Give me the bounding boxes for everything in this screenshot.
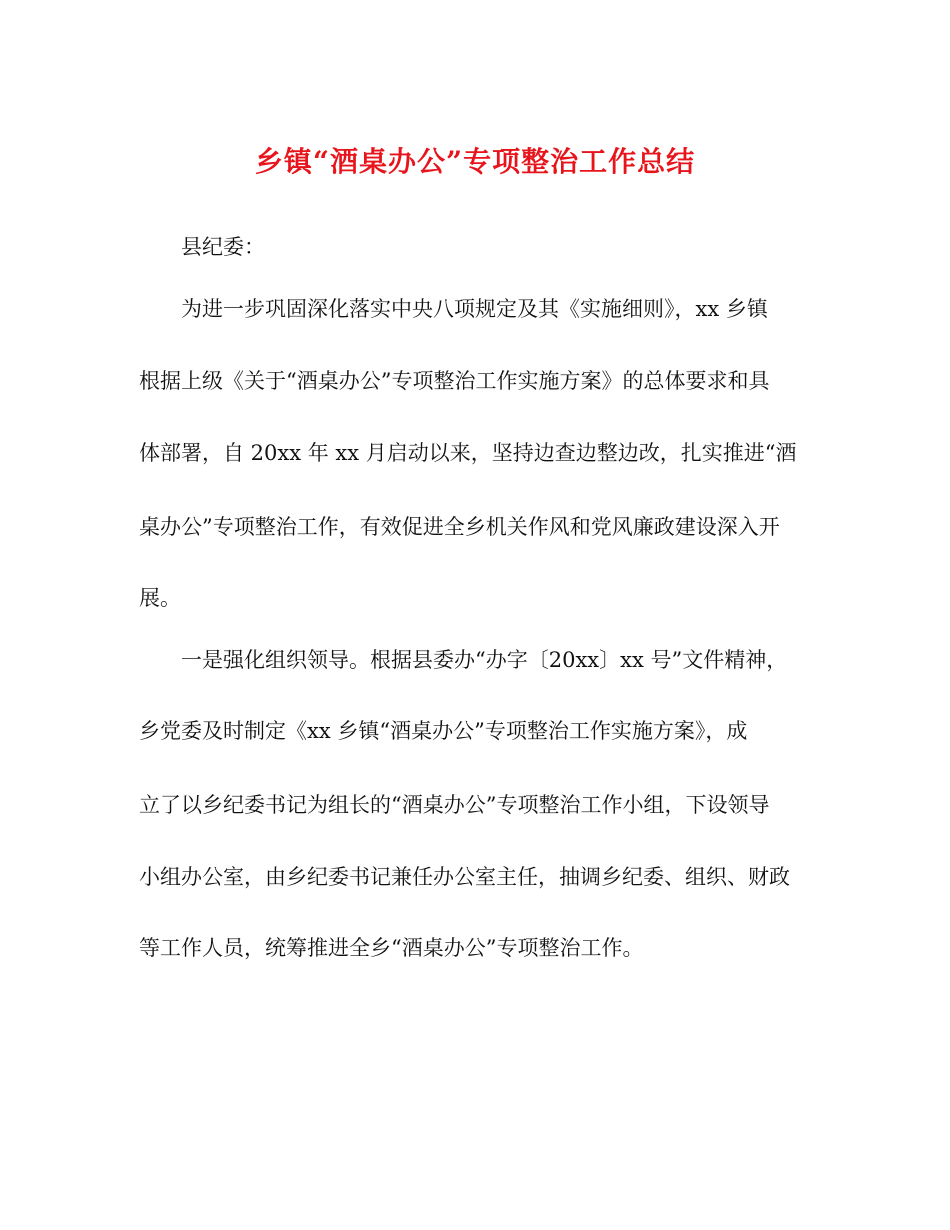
paragraph-1-line-5: 展。: [139, 586, 181, 610]
salutation: 县纪委：: [181, 235, 265, 259]
paragraph-1-line-2: 根据上级《关于“酒桌办公”专项整治工作实施方案》的总体要求和具: [139, 369, 770, 393]
paragraph-1-line-4: 桌办公”专项整治工作，有效促进全乡机关作风和党风廉政建设深入开: [139, 515, 780, 539]
paragraph-2-line-1: 一是强化组织领导。根据县委办“办字〔20xx〕xx 号”文件精神，: [181, 648, 788, 672]
paragraph-2-line-4: 小组办公室，由乡纪委书记兼任办公室主任，抽调乡纪委、组织、财政: [139, 865, 790, 889]
paragraph-1-line-1: 为进一步巩固深化落实中央八项规定及其《实施细则》，xx 乡镇: [181, 297, 768, 321]
document-title: 乡镇“酒桌办公”专项整治工作总结: [254, 145, 696, 178]
paragraph-2-line-2: 乡党委及时制定《xx 乡镇“酒桌办公”专项整治工作实施方案》，成: [139, 719, 748, 743]
paragraph-2-line-3: 立了以乡纪委书记为组长的“酒桌办公”专项整治工作小组，下设领导: [139, 793, 770, 817]
paragraph-1-line-3: 体部署，自 20xx 年 xx 月启动以来，坚持边查边整边改，扎实推进“酒: [139, 441, 797, 465]
paragraph-2-line-5: 等工作人员，统筹推进全乡“酒桌办公”专项整治工作。: [139, 936, 644, 960]
